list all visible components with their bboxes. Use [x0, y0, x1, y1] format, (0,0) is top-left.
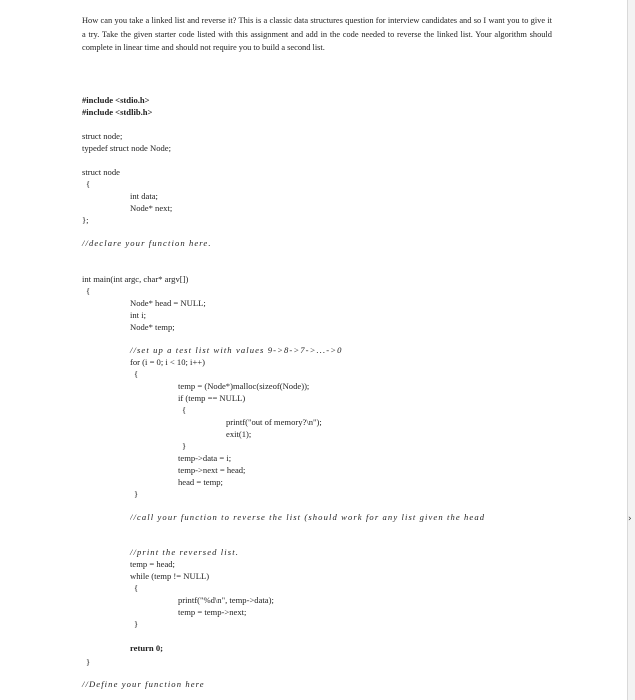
- temp-advance: temp = temp->next;: [178, 607, 247, 617]
- declare-head: Node* head = NULL;: [130, 298, 206, 308]
- include-stdlib-line: #include <stdlib.h>: [82, 107, 153, 117]
- for-close-brace: }: [134, 489, 139, 499]
- struct-field-data: int data;: [130, 191, 158, 201]
- printf-out-of-memory: printf("out of memory?\n");: [226, 417, 322, 427]
- return-statement: return 0;: [130, 643, 164, 653]
- malloc-line: temp = (Node*)malloc(sizeof(Node));: [178, 381, 310, 391]
- struct-open-brace: {: [86, 179, 91, 189]
- comment-define-function: //Define your function here: [82, 679, 205, 689]
- temp-equals-head: temp = head;: [130, 559, 175, 569]
- declare-i: int i;: [130, 310, 146, 320]
- assignment-description: How can you take a linked list and reverse it? This is a classic data structures question for interview candidates and so I want you to give it a try. Take the given starter code listed with this assignment and add in the code needed to reverse the linked list. Your algorithm should complete in linear time and should not require you to build a second list.: [82, 16, 552, 53]
- main-close-brace: }: [86, 657, 91, 667]
- declare-temp: Node* temp;: [130, 322, 175, 332]
- comment-declare-function: //declare your function here.: [82, 238, 212, 248]
- assign-temp-data: temp->data = i;: [178, 453, 232, 463]
- assign-head: head = temp;: [178, 477, 223, 487]
- for-loop-header: for (i = 0; i < 10; i++): [130, 357, 205, 367]
- if-close-brace: }: [182, 441, 187, 451]
- while-open-brace: {: [134, 583, 139, 593]
- if-open-brace: {: [182, 405, 187, 415]
- assign-temp-next: temp->next = head;: [178, 465, 246, 475]
- struct-definition-header: struct node: [82, 167, 120, 177]
- horizontal-overflow-edge: [628, 0, 635, 700]
- while-loop-header: while (temp != NULL): [130, 571, 210, 581]
- main-signature: int main(int argc, char* argv[]): [82, 274, 189, 284]
- typedef-line: typedef struct node Node;: [82, 143, 172, 153]
- struct-forward-declaration: struct node;: [82, 131, 123, 141]
- include-stdio-line: #include <stdio.h>: [82, 95, 150, 105]
- main-open-brace: {: [86, 286, 91, 296]
- exit-line: exit(1);: [226, 429, 252, 439]
- struct-close-brace: };: [82, 215, 89, 225]
- comment-print-reversed: //print the reversed list.: [130, 547, 239, 557]
- if-null-check: if (temp == NULL): [178, 393, 246, 403]
- for-open-brace: {: [134, 369, 139, 379]
- overflow-chevron-icon: ›: [628, 514, 632, 524]
- comment-call-reverse: //call your function to reverse the list (should work for any list given the head: [130, 512, 486, 522]
- struct-field-next: Node* next;: [130, 203, 173, 213]
- while-close-brace: }: [134, 619, 139, 629]
- printf-data: printf("%d\n", temp->data);: [178, 595, 274, 605]
- comment-setup-list: //set up a test list with values 9->8->7->...->0: [130, 345, 343, 355]
